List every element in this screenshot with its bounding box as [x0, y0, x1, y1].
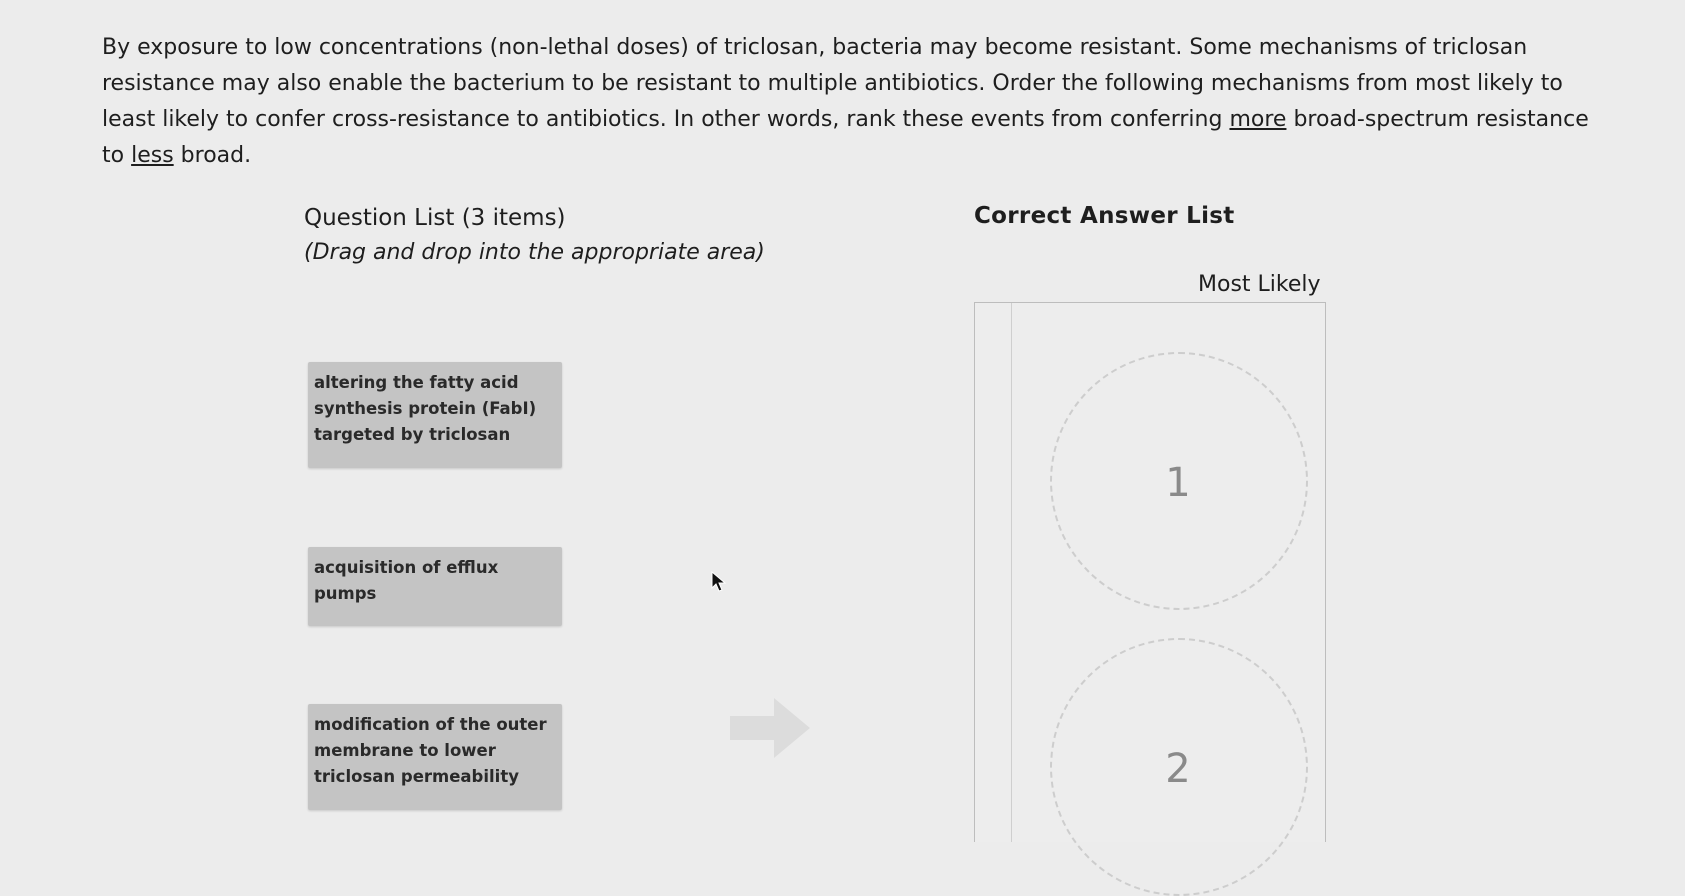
question-list-title: Question List (3 items) [304, 205, 566, 231]
prompt-text-part3: broad. [173, 143, 252, 168]
answer-list-title: Correct Answer List [974, 203, 1235, 229]
answer-area-divider [1011, 303, 1012, 842]
question-list-instructions: (Drag and drop into the appropriate area) [304, 240, 765, 265]
prompt-emphasis-less: less [131, 143, 174, 168]
right-arrow-icon [730, 698, 810, 758]
prompt-emphasis-more: more [1229, 107, 1287, 132]
question-prompt [102, 30, 1602, 174]
most-likely-label: Most Likely [1198, 272, 1321, 297]
draggable-item-outer-membrane[interactable]: modification of the outer membrane to lower triclosan permeability [308, 704, 562, 810]
prompt-text-part2: broad-spectrum resistance to [102, 107, 1589, 168]
drop-slot-2-number: 2 [1165, 746, 1191, 792]
draggable-item-efflux-pumps[interactable]: acquisition of efflux pumps [308, 547, 562, 626]
draggable-item-fabi[interactable]: altering the fatty acid synthesis protein (FabI) targeted by triclosan [308, 362, 562, 468]
drop-slot-1-number: 1 [1165, 460, 1191, 506]
prompt-text-part1: By exposure to low concentrations (non-lethal doses) of triclosan, bacteria may become resistant. Some mechanisms of triclosan resistance may also enable the bacterium to be resistant to multiple antibiotics. Order the following mechanisms from most likely to least likely to confer cross-resistance to antibiotics. In other words, rank these events from conferring [102, 35, 1563, 132]
pointer-cursor-icon [711, 571, 727, 593]
